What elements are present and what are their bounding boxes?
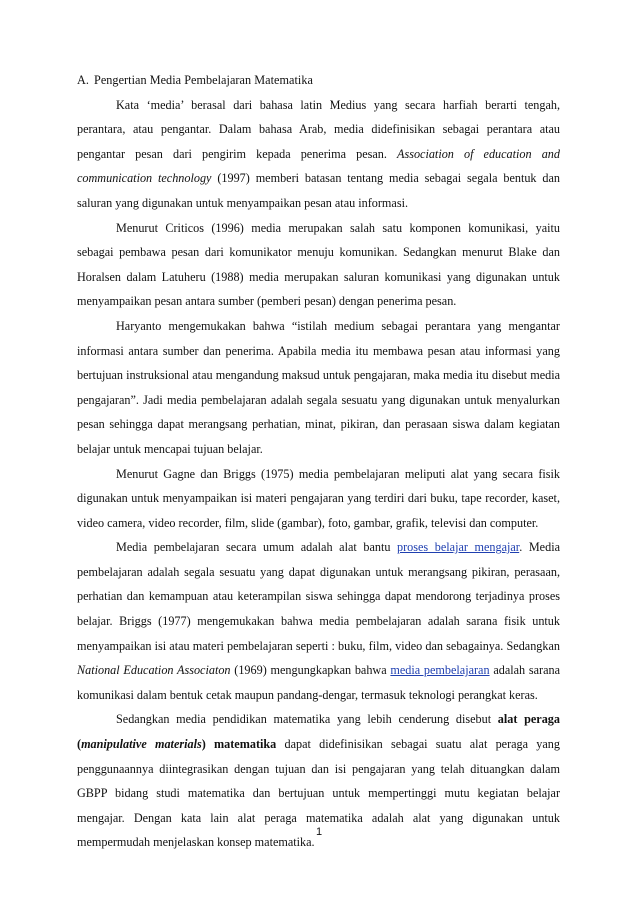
paragraph-text: Kata ‘media’ berasal dari bahasa latin Medius yang secara harfiah berarti tengah, perantara, atau pengantar. Dalam bahasa Arab, media didefinisikan sebagai perantara atau pengantar pesan dari pengirim kepada penerima pesan. [77, 97, 560, 161]
bold-term: alat peraga [497, 712, 560, 727]
page-number: 1 [315, 826, 323, 838]
italic-term: Association of education and communication technology [77, 146, 560, 186]
paragraph-1 [77, 93, 560, 216]
paragraph-text: Menurut Gagne dan Briggs (1975) media pembelajaran meliputi alat yang secara fisik digunakan untuk menyampaikan isi materi pengajaran yang terdiri dari buku, tape recorder, kaset, video camera, video recorder, film, slide (gambar), foto, gambar, grafik, televisi dan computer. [77, 466, 560, 530]
section-heading [77, 68, 560, 93]
paragraph-text: Media pembelajaran secara umum adalah alat bantu [116, 540, 398, 555]
bold-italic-term: manipulative materials [81, 737, 202, 752]
paragraph-4 [77, 462, 560, 536]
paragraph-3 [77, 314, 560, 462]
section-number: A. [77, 73, 89, 87]
paragraph-text: adalah sarana komunikasi dalam bentuk cetak maupun pandang-dengar, termasuk teknologi perangkat keras. [77, 663, 560, 702]
paragraph-text: (1997) memberi batasan tentang media sebagai segala bentuk dan saluran yang digunakan untuk menyampaikan pesan atau informasi. [77, 171, 560, 210]
paragraph-text: (1969) mengungkapkan bahwa [230, 663, 391, 678]
paragraph-text: . Media pembelajaran adalah segala sesuatu yang dapat digunakan untuk merangsang pikiran, perasaan, perhatian dan kemampuan atau keterampilan siswa sehingga dapat mendorong terjadinya proses belajar. Briggs (1977) mengemukakan bahwa media pembelajaran adalah sarana fisik untuk menyampaikan isi atau materi pembelajaran seperti : buku, film, video dan sebagainya. Sedangkan [77, 540, 560, 653]
paragraph-text: Haryanto mengemukakan bahwa “istilah medium sebagai perantara yang mengantar informasi antara sumber dan penerima. Apabila media itu membawa pesan atau informasi yang bertujuan instruksional atau mengandung maksud untuk pengajaran, maka media itu disebut media pengajaran”. Jadi media pembelajaran adalah segala sesuatu yang digunakan untuk menyalurkan pesan sehingga dapat merangsang perhatian, minat, pikiran, dan perasaan siswa dalam kegiatan belajar untuk mencapai tujuan belajar. [77, 318, 560, 456]
paragraph-text: Menurut Criticos (1996) media merupakan salah satu komponen komunikasi, yaitu sebagai pembawa pesan dari komunikator menuju komunikan. Sedangkan menurut Blake dan Horalsen dalam Latuheru (1988) media merupakan saluran komunikasi yang digunakan untuk menyampaikan pesan antara sumber (pemberi pesan) dengan penerima pesan. [77, 220, 560, 309]
bold-term: ( [77, 737, 82, 752]
paragraph-5 [77, 535, 560, 707]
link-media-pembelajaran[interactable]: media pembelajaran [390, 663, 490, 678]
paragraph-2 [77, 216, 560, 314]
document-body [77, 68, 560, 855]
italic-term: National Education Associaton [77, 663, 231, 678]
section-title: Pengertian Media Pembelajaran Matematika [94, 73, 313, 87]
bold-term: ) matematika [201, 737, 277, 752]
paragraph-text: dapat didefinisikan sebagai suatu alat peraga yang penggunaannya diintegrasikan dengan tujuan dan isi pengajaran yang telah dituangkan dalam GBPP bidang studi matematika dan bertujuan untuk mempertinggi mutu kegiatan belajar mengajar. Dengan kata lain alat peraga matematika adalah alat yang digunakan untuk mempermudah menjelaskan konsep matematika. [77, 737, 560, 850]
link-proses-belajar-mengajar[interactable]: proses belajar mengajar [397, 540, 520, 555]
paragraph-text: Sedangkan media pendidikan matematika yang lebih cenderung disebut [116, 712, 498, 727]
